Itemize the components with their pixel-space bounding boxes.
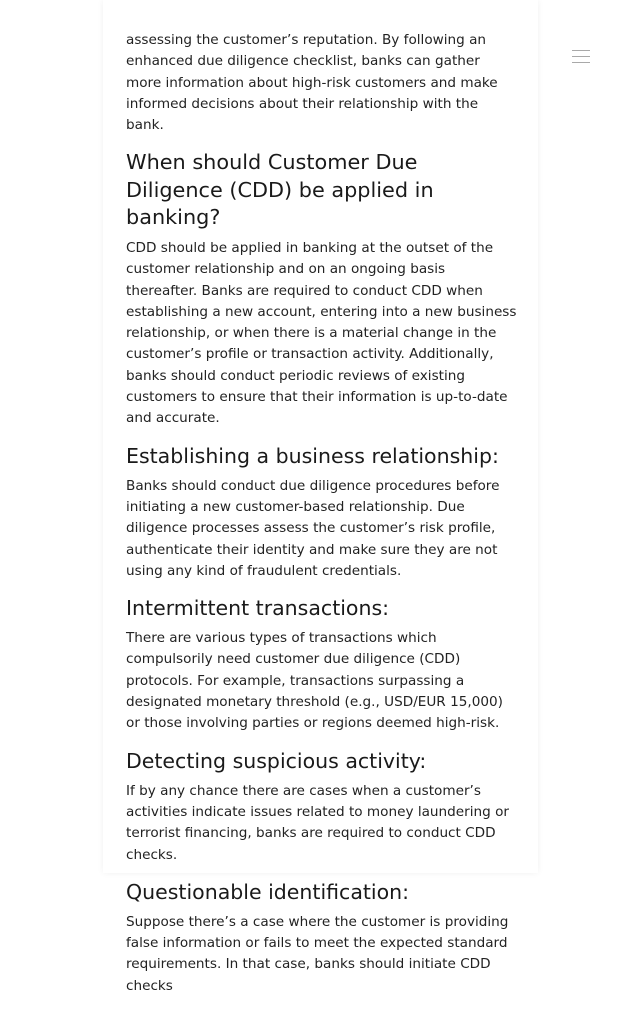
section-heading-intermittent-transactions: Intermittent transactions: (126, 596, 390, 621)
section-body-suspicious-activity: If by any chance there are cases when a customer’s activities indicate issues related to money laundering or terrorist financing, banks are required to conduct CDD checks. (126, 782, 509, 863)
section-body-questionable-identification: Suppose there’s a case where the customer is providing false information or fails to meet the expected standard requirements. In that case, banks should initiate CDD checks (126, 913, 509, 994)
menu-line (572, 50, 590, 51)
section-body-business-relationship: Banks should conduct due diligence procedures before initiating a new customer-based relationship. Due diligence processes assess the customer’s risk profile, authenticate their identity and make sure they are not using any kind of fraudulent credentials. (126, 477, 500, 579)
article-card (103, 0, 538, 994)
section-heading-business-relationship: Establishing a business relationship: (126, 443, 499, 468)
menu-line (572, 56, 590, 57)
article-content (126, 30, 518, 1010)
section-body-intermittent-transactions: There are various types of transactions which compulsorily need customer due diligence (CDD) protocols. For example, transactions surpassing a designated monetary threshold (e.g., USD/EUR 15,000) or those involving parties or regions deemed high-risk. (126, 630, 503, 732)
section-body-when-cdd: CDD should be applied in banking at the outset of the customer relationship and on an ongoing basis thereafter. Banks are required to conduct CDD when establishing a new account, entering into a new business relationship, or when there is a material change in the customer’s profile or transaction activity. Additionally, banks should conduct periodic reviews of existing customers to ensure that their information is up-to-date and accurate. (126, 239, 517, 427)
section-heading-suspicious-activity: Detecting suspicious activity: (126, 748, 427, 773)
section-heading-questionable-identification: Questionable identification: (126, 879, 410, 904)
section-heading-when-cdd: When should Customer Due Diligence (CDD) be applied in banking? (126, 150, 434, 230)
hamburger-menu-icon[interactable] (572, 50, 590, 64)
intro-paragraph: assessing the customer’s reputation. By following an enhanced due diligence checklist, banks can gather more information about high-risk customers and make informed decisions about their relationship with the bank. (126, 32, 498, 134)
menu-line (572, 62, 590, 63)
